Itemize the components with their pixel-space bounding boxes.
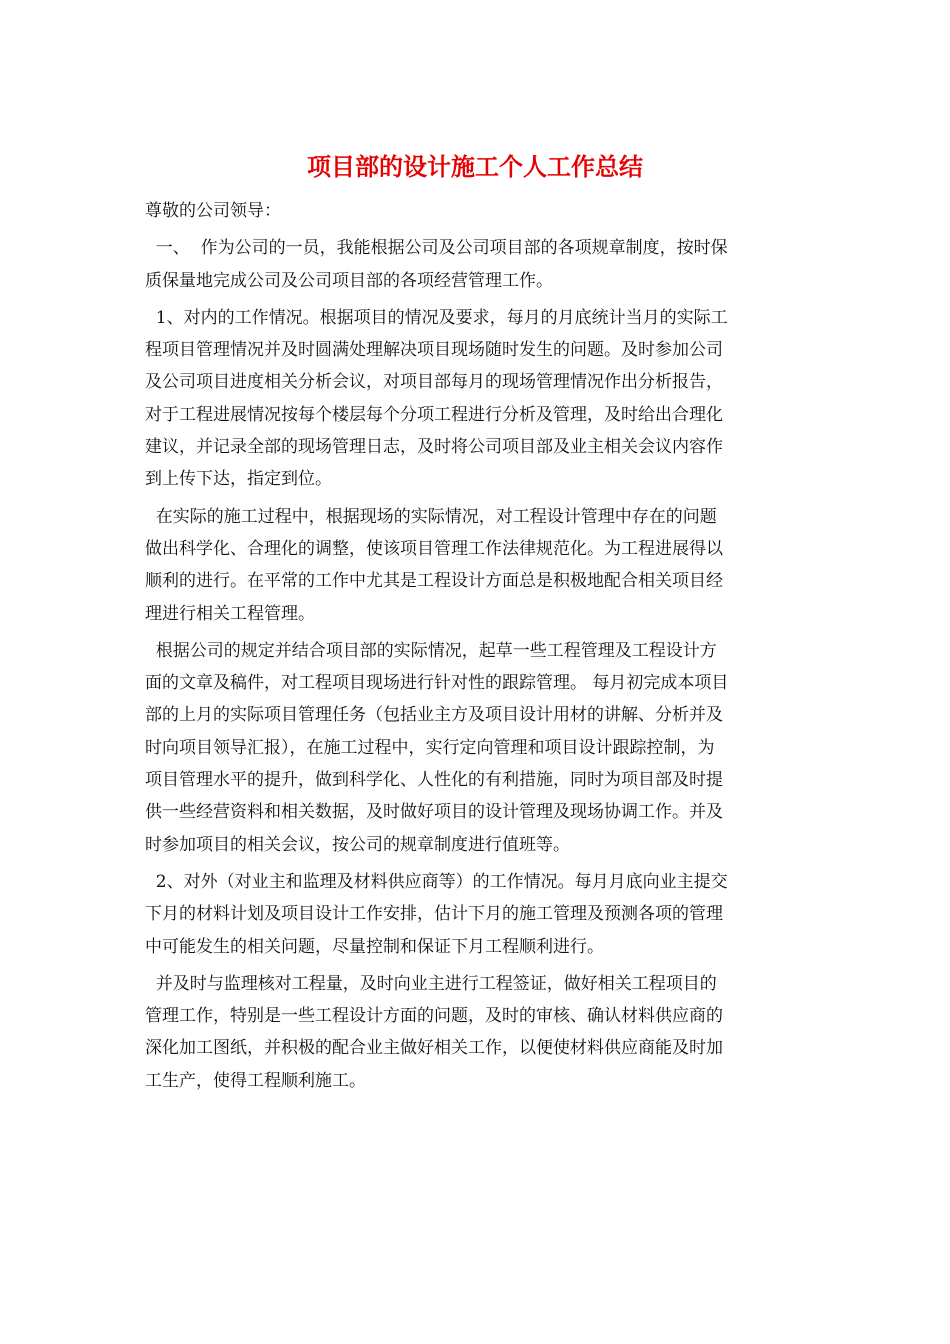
document-body: [145, 195, 810, 1097]
paragraph-line: 理进行相关工程管理。: [145, 603, 315, 624]
paragraph-1: [145, 232, 810, 297]
paragraph-line: 对于工程进展情况按每个楼层每个分项工程进行分析及管理，及时给出合理化: [145, 404, 723, 425]
paragraph-line: 管理工作，特别是一些工程设计方面的问题，及时的审核、确认材料供应商的: [145, 1006, 723, 1027]
paragraph-line: 及公司项目进度相关分析会议，对项目部每月的现场管理情况作出分析报告，: [145, 372, 723, 393]
paragraph-line: 项目管理水平的提升，做到科学化、人性化的有利措施，同时为项目部及时提: [145, 770, 723, 791]
paragraph-line: 根据公司的规定并结合项目部的实际情况，起草一些工程管理及工程设计方: [145, 640, 717, 661]
paragraph-line: 2、对外（对业主和监理及材料供应商等）的工作情况。每月月底向业主提交: [145, 871, 728, 892]
paragraph-line: 在实际的施工过程中，根据现场的实际情况，对工程设计管理中存在的问题: [145, 506, 717, 527]
paragraph-line: 到上传下达，指定到位。: [145, 469, 332, 490]
paragraph-line: 程项目管理情况并及时圆满处理解决项目现场随时发生的问题。及时参加公司: [145, 340, 723, 361]
paragraph-line: 做出科学化、合理化的调整，使该项目管理工作法律规范化。为工程进展得以: [145, 538, 723, 559]
paragraph-line: 一、 作为公司的一员，我能根据公司及公司项目部的各项规章制度，按时保: [145, 238, 728, 259]
paragraph-line: 中可能发生的相关问题，尽量控制和保证下月工程顺利进行。: [145, 936, 604, 957]
paragraph-line: 面的文章及稿件，对工程项目现场进行针对性的跟踪管理。 每月初完成本项目: [145, 673, 729, 694]
paragraph-6: [145, 968, 810, 1097]
paragraph-3: [145, 501, 810, 630]
paragraph-line: 工生产，使得工程顺利施工。: [145, 1070, 366, 1091]
paragraph-line: 建议，并记录全部的现场管理日志，及时将公司项目部及业主相关会议内容作: [145, 437, 723, 458]
paragraph-line: 质保量地完成公司及公司项目部的各项经营管理工作。: [145, 270, 553, 291]
paragraph-line: 并及时与监理核对工程量，及时向业主进行工程签证，做好相关工程项目的: [145, 973, 717, 994]
paragraph-line: 时参加项目的相关会议，按公司的规章制度进行值班等。: [145, 834, 570, 855]
document-title: 项目部的设计施工个人工作总结: [307, 152, 643, 181]
paragraph-line: 下月的材料计划及项目设计工作安排，估计下月的施工管理及预测各项的管理: [145, 904, 723, 925]
paragraph-2: [145, 302, 810, 496]
paragraph-line: 1、对内的工作情况。根据项目的情况及要求，每月的月底统计当月的实际工: [145, 307, 728, 328]
paragraph-line: 供一些经营资料和相关数据，及时做好项目的设计管理及现场协调工作。并及: [145, 802, 723, 823]
paragraph-line: 部的上月的实际项目管理任务（包括业主方及项目设计用材的讲解、分析并及: [145, 705, 723, 726]
paragraph-4: [145, 635, 810, 861]
paragraph-5: [145, 866, 810, 963]
paragraph-line: 时向项目领导汇报），在施工过程中，实行定向管理和项目设计跟踪控制，为: [145, 737, 715, 758]
paragraph-line: 顺利的进行。在平常的工作中尤其是工程设计方面总是积极地配合相关项目经: [145, 571, 723, 592]
paragraph-line: 深化加工图纸，并积极的配合业主做好相关工作，以便使材料供应商能及时加: [145, 1038, 723, 1059]
salutation: 尊敬的公司领导：: [145, 201, 281, 221]
